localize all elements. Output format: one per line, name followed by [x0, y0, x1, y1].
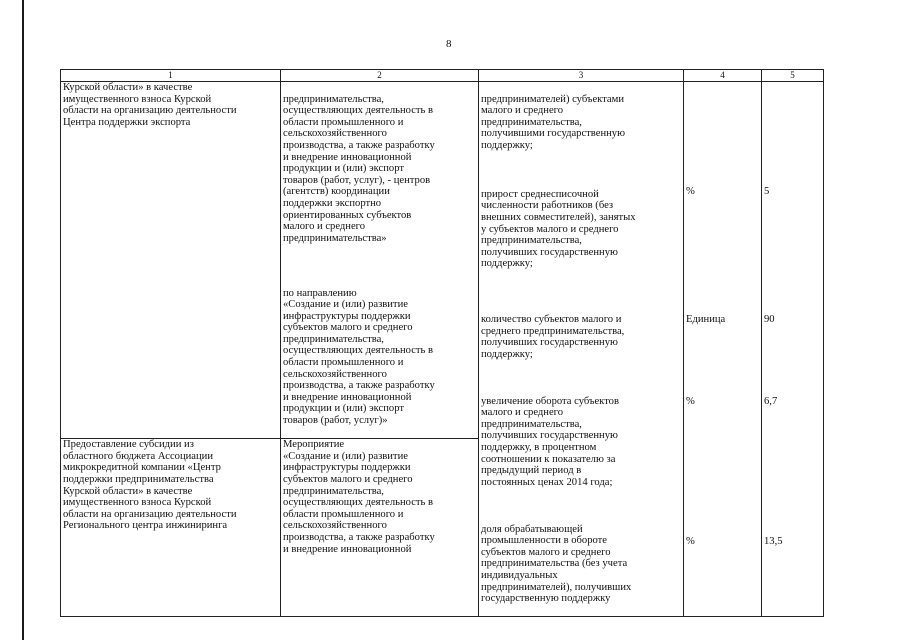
measure-cell: Мероприятие «Создание и (или) развитие инфраструктуры поддержки субъектов малого и среднего предпринимательства, осуществляющих деятельность в области промышленного и сельскохозяйственного производства, а также разработку и внедрение инновационной: [281, 439, 479, 617]
indicator-cell: [479, 82, 684, 617]
header-col-5: 5: [762, 70, 824, 82]
target-value: 5: [764, 186, 770, 198]
page-number: 8: [446, 38, 452, 50]
unit-value: %: [686, 395, 695, 407]
measure-text-part-2: по направлению «Создание и (или) развитие инфраструктуры поддержки субъектов малого и среднего предпринимательства, осуществляющих деятельность в области промышленного и сельскохозяйственного производства, а также разработку и внедрение инновационной продукции и (или) экспорт товаров (работ, услуг)»: [283, 287, 435, 427]
indicator-text-3: количество субъектов малого и среднего предпринимательства, получивших государственную поддержку;: [481, 314, 625, 360]
indicator-text-4: увеличение оборота субъектов малого и среднего предпринимательства, получивших государственную поддержку, в процентном соотношении к показателю за предыдущий период в постоянных ценах 2014 года;: [481, 395, 619, 488]
target-value: 90: [764, 313, 775, 325]
indicator-text-1: предпринимателей) субъектами малого и среднего предпринимательства, получившими государственную поддержку;: [481, 93, 626, 151]
event-name-cell: Предоставление субсидии из областного бюджета Ассоциации микрокредитной компании «Центр поддержки предпринимательства Курской области» в качестве имущественного взноса Курской области на организацию деятельности Регионального центра инжиниринга: [61, 439, 281, 617]
value-cell: [762, 82, 824, 617]
target-value: 6,7: [764, 395, 778, 407]
indicators-table: [60, 69, 824, 617]
indicator-text-2: прирост среднесписочной численности работников (без внешних совместителей), занятых у субъектов малого и среднего предпринимательства, получивших государственную поддержку;: [481, 188, 636, 270]
header-col-1: 1: [61, 70, 281, 82]
indicator-text-5: доля обрабатывающей промышленности в обороте субъектов малого и среднего предпринимательства (без учета индивидуальных предпринимателей), получивших государственную поддержку: [481, 523, 632, 605]
header-col-4: 4: [684, 70, 762, 82]
target-value: 13,5: [764, 535, 783, 547]
event-name-cell: Курской области» в качестве имущественного взноса Курской области на организацию деятельности Центра поддержки экспорта: [61, 82, 281, 439]
scan-left-border: [22, 0, 24, 640]
unit-value: %: [686, 186, 695, 198]
unit-value: Единица: [686, 313, 726, 325]
unit-cell: [684, 82, 762, 617]
table-row: [61, 82, 824, 439]
unit-value: %: [686, 535, 695, 547]
header-col-3: 3: [479, 70, 684, 82]
table-header-row: [61, 70, 824, 82]
header-col-2: 2: [281, 70, 479, 82]
measure-text-part-1: предпринимательства, осуществляющих деятельность в области промышленного и сельскохозяйственного производства, а также разработку и внедрение инновационной продукции и (или) экспорт товаров (работ, услуг), - центров (агентств) координации поддержки экспортно ориентированных субъектов малого и среднего предпринимательства»: [283, 93, 435, 244]
measure-cell: [281, 82, 479, 439]
